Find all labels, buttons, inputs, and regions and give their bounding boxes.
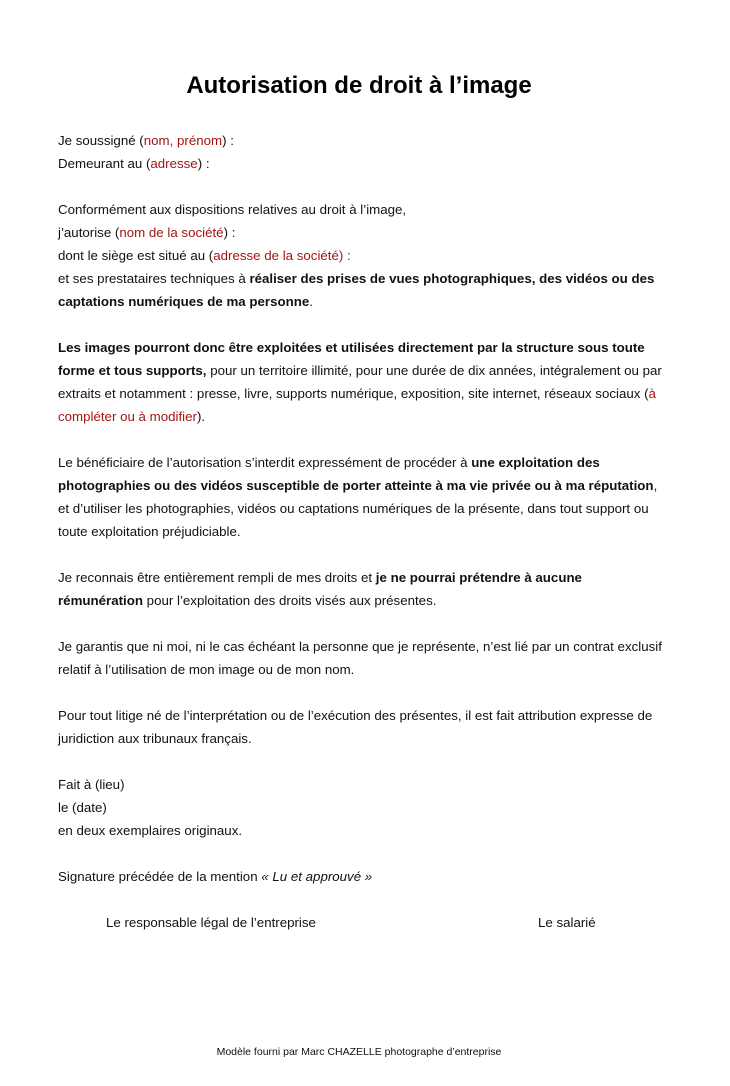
address-field: adresse (150, 156, 198, 171)
restriction-suffix: , et d’utiliser les photographies, vidéos ou captations numériques de la présente, dans tout support ou toute exploitation préjudiciable. (58, 478, 658, 539)
authorization-line2-prefix: j’autorise ( (58, 225, 120, 240)
identity-line1-prefix: Je soussigné ( (58, 133, 144, 148)
remuneration-section (58, 566, 668, 612)
usage-text: pour un territoire illimité, pour une durée de dix années, intégralement ou par extraits et notamment : presse, livre, supports numérique, exposition, site internet, réseaux sociaux ( (58, 363, 662, 401)
identity-line1-suffix: ) : (222, 133, 234, 148)
name-field: nom, prénom (143, 133, 223, 148)
remuneration-bold: je ne pourrai prétendre à aucune rémunération (58, 570, 582, 608)
usage-bold: Les images pourront donc être exploitées et utilisées directement par la structure sous toute forme et tous supports, (58, 340, 645, 378)
remuneration-prefix: Je reconnais être entièrement rempli de mes droits et (58, 570, 376, 585)
restriction-section (58, 451, 668, 543)
document-body (58, 129, 668, 888)
authorization-scope: réaliser des prises de vues photographiques, des vidéos ou des captations numériques de ma personne (58, 271, 655, 309)
remuneration-suffix: pour l’exploitation des droits visés aux présentes. (142, 593, 437, 608)
restriction-prefix: Le bénéficiaire de l’autorisation s’interdit expressément de procéder à (58, 455, 472, 470)
footer-credit: Modèle fourni par Marc CHAZELLE photographe d’entreprise (216, 1046, 502, 1058)
identity-line2-prefix: Demeurant au ( (58, 156, 151, 171)
usage-suffix: ). (196, 409, 206, 424)
place-line: Fait à (lieu) (58, 777, 125, 792)
signature-note-prefix: Signature précédée de la mention (58, 869, 262, 884)
authorization-section (58, 198, 668, 313)
place-date-section (58, 773, 668, 842)
authorization-line3-suffix: ) : (338, 248, 351, 263)
date-line: le (date) (58, 800, 107, 815)
identity-line2-suffix: ) : (197, 156, 210, 171)
company-name-field: nom de la société (119, 225, 224, 240)
identity-line1 (58, 133, 234, 148)
restriction-bold: une exploitation des photographies ou des vidéos susceptible de porter atteinte à ma vie privée ou à ma réputation (58, 455, 654, 493)
authorization-line3-prefix: dont le siège est situé au ( (58, 248, 214, 263)
authorization-line4 (58, 271, 654, 309)
authorization-line1: Conformément aux dispositions relatives au droit à l’image, (58, 202, 407, 217)
authorization-line2 (58, 225, 235, 240)
employee-signatory: Le salarié (538, 915, 596, 930)
identity-section (58, 129, 668, 175)
authorization-line3 (58, 248, 351, 263)
copies-line: en deux exemplaires originaux. (58, 823, 243, 838)
document-title: Autorisation de droit à l’image (186, 72, 532, 99)
authorization-line4-suffix: . (309, 294, 313, 309)
identity-line2 (58, 156, 210, 171)
usage-section (58, 336, 668, 428)
guarantee-section: Je garantis que ni moi, ni le cas échéant la personne que je représente, n’est lié par un contrat exclusif relatif à l’utilisation de mon image ou de mon nom. (58, 639, 662, 677)
authorization-line2-suffix: ) : (223, 225, 236, 240)
signature-note (58, 865, 668, 888)
company-address-field: adresse de la société (213, 248, 339, 263)
signature-mention: « Lu et approuvé » (261, 869, 373, 884)
usage-field: à compléter ou à modifier (58, 386, 656, 424)
jurisdiction-section: Pour tout litige né de l’interprétation ou de l’exécution des présentes, il est fait attribution expresse de juridiction aux tribunaux français. (58, 708, 653, 746)
authorization-line4-prefix: et ses prestataires techniques à (58, 271, 250, 286)
employer-signatory: Le responsable légal de l’entreprise (106, 915, 316, 930)
